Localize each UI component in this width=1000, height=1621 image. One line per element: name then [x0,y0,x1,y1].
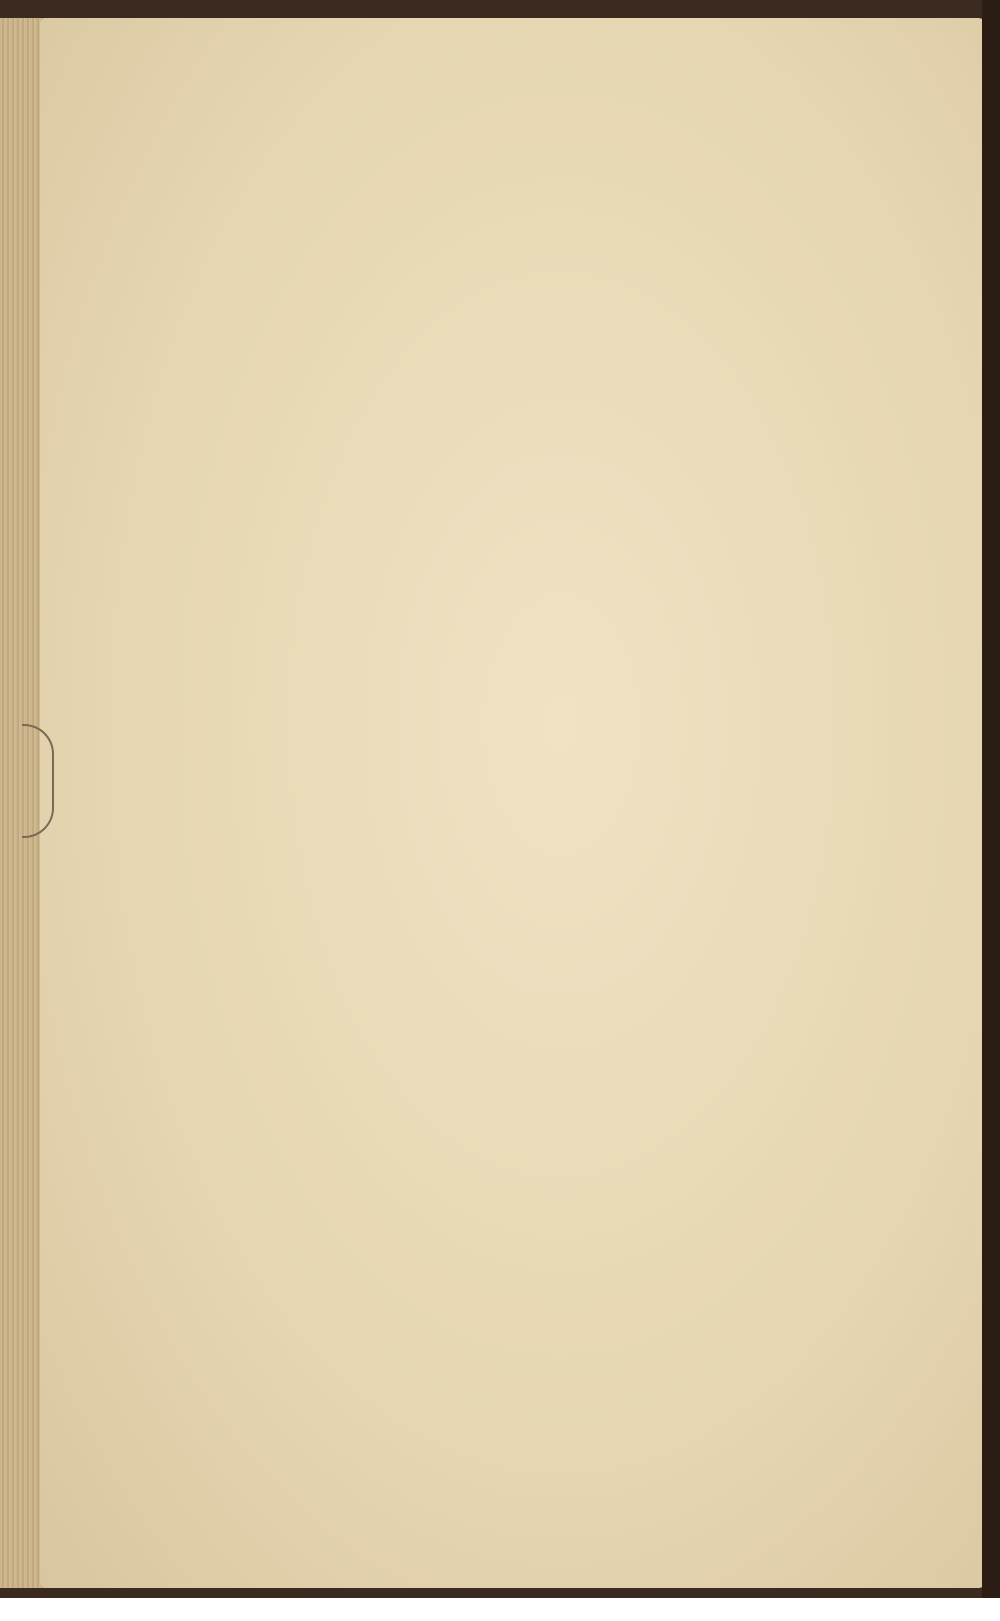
footer-credit-wrap [984,1601,994,1613]
page-tab-mark [22,724,54,838]
chapter-heading [335,550,355,578]
binding-shadow [982,0,1000,1598]
book-page [40,18,988,1588]
footer-bar [0,1598,1000,1621]
